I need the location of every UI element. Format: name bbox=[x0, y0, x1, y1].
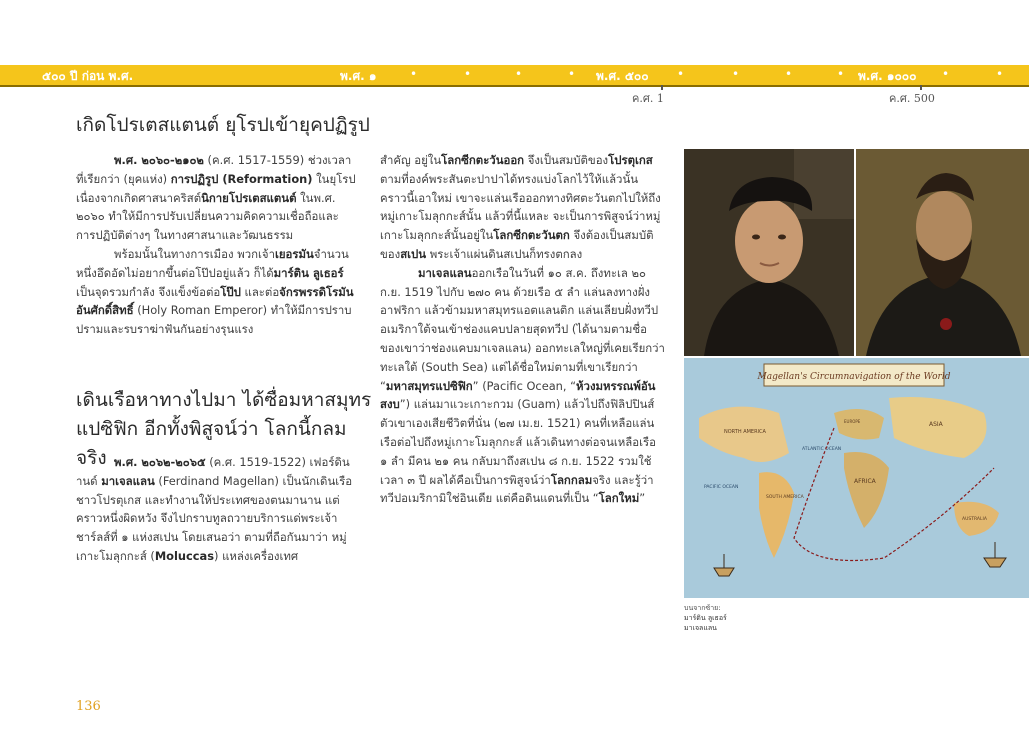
map-label-atlantic: ATLANTIC OCEAN bbox=[802, 447, 842, 452]
column-2-body bbox=[380, 151, 665, 508]
world-map-illustration bbox=[684, 358, 1029, 598]
timeline-sub-ce1: ค.ศ. 1 bbox=[632, 92, 664, 105]
timeline-dot: • bbox=[996, 67, 1004, 81]
timeline-dot: • bbox=[942, 67, 950, 81]
section1-paragraph-1: พ.ศ. ๒๐๖๐-๒๑๐๒ (ค.ศ. 1517-1559) ช่วงเวลาที่เรียกว่า (ยุคแห่ง) การปฏิรูป (Reformation) ในยุโรป เนื่องจากเกิดศาสนาคริสต์นิกายโปรเตสแตนต์ ในพ.ศ. ๒๐๖๐ ทำให้มีการปรับเปลี่ยนความคิดความเชื่อถือและการปฏิบัติต่างๆ ในทางศาสนาและวัฒนธรรม bbox=[76, 153, 356, 243]
timeline-label-be500: พ.ศ. ๕๐๐ bbox=[596, 69, 649, 83]
map-label-pacific: PACIFIC OCEAN bbox=[704, 485, 739, 490]
map-title: Magellan's Circumnavigation of the World bbox=[757, 372, 951, 382]
column2-paragraph-1: สำคัญ อยู่ในโลกซีกตะวันออก จึงเป็นสมบัติของโปรตุเกส ตามที่องค์พระสันตะปาปาได้ทรงแบ่งโลกไว้ให้แล้วนั้น คราวนี้เอาใหม่ เขาจะแล่นเรือออกทางทิศตะวันตกไปให้ถึงหมู่เกาะโมลุกกะส์นั้น แล้วที่นี้แหละ จะเป็นการพิสูจน์ว่าหมู่เกาะโมลุกกะส์นั้นอยู่ในโลกซีกตะวันตก จึงต้องเป็นสมบัติของสเปน พระเจ้าแผ่นดินสเปนก็ทรงตกลง bbox=[380, 153, 661, 261]
timeline-dot: • bbox=[568, 67, 576, 81]
timeline-label-be1000: พ.ศ. ๑๐๐๐ bbox=[858, 69, 917, 83]
page-number: 136 bbox=[76, 699, 101, 714]
section2-heading: เดินเรือหาทางไปมา ได้ซื่อมหาสมุทร แปซิฟิก อีกทั้งพิสูจน์ว่า โลกนี้กลมจริง bbox=[76, 389, 372, 469]
magellan-voyage-map bbox=[684, 358, 1029, 598]
timeline-dot: • bbox=[732, 67, 740, 81]
map-label-north-america: NORTH AMERICA bbox=[724, 429, 766, 435]
column2-paragraph-2: มาเจลแลนออกเรือในวันที่ ๑๐ ส.ค. ถึงทะเล ๒๐ ก.ย. 1519 ไปกับ ๒๗๐ คน ด้วยเรือ ๕ ลำ แล่นลงทางฝั่งอาฟริกา แล้วข้ามมหาสมุทรแอตแลนติก แล่นเลียบฝั่งทวีปอเมริกาใต้จนเข้าช่องแคบปลายสุดทวีป (ได้นามตามชื่อของเขาว่าช่องแคบมาเจลแลน) ออกทะเลใหญ่ที่เคยเรียกว่าทะเลใต้ (South Sea) แต่ได้ชื่อใหม่ตามที่เขาเรียกว่า “มหาสมุทรแปซิฟิก” (Pacific Ocean, “ห้วงมหรรณพ์อันสงบ”) แล่นมาแวะเกาะกวม (Guam) แล้วไปถึงฟิลิปปินส์ ตัวเขาเองเสียชีวิตที่นั่น (๒๗ เม.ย. 1521) คนที่เหลือแล่นเรือต่อไปถึงหมู่เกาะโมลุกกะส์ แล้วเดินทางต่อจนเหลือเรือ ๑ ลำ มีคน ๒๑ คน กลับมาถึงสเปน ๘ ก.ย. 1522 รวมใช้เวลา ๓ ปี ผลได้คือเป็นการพิสูจน์ว่าโลกกลมจริง และรู้ว่าทวีปอเมริกามิใช่อินเดีย แต่คือดินแดนที่เป็น “โลกใหม่” bbox=[380, 265, 665, 506]
timeline-label-be1: พ.ศ. ๑ bbox=[340, 69, 377, 83]
map-label-asia: ASIA bbox=[929, 421, 943, 428]
timeline-dot: • bbox=[464, 67, 472, 81]
map-label-africa: AFRICA bbox=[854, 478, 876, 485]
magellan-portrait bbox=[856, 149, 1029, 356]
section2-body bbox=[76, 453, 356, 566]
timeline-dot: • bbox=[515, 67, 523, 81]
timeline-bar bbox=[0, 65, 1029, 87]
timeline-dot: • bbox=[785, 67, 793, 81]
timeline-label-500bc: ๕๐๐ ปี ก่อน พ.ศ. bbox=[42, 69, 134, 83]
luther-portrait-illustration bbox=[684, 149, 854, 356]
luther-portrait bbox=[684, 149, 854, 356]
map-label-south-america: SOUTH AMERICA bbox=[766, 495, 804, 500]
magellan-portrait-illustration bbox=[856, 149, 1029, 356]
section1-heading: เกิดโปรเตสแตนต์ ยุโรปเข้ายุคปฏิรูป bbox=[76, 114, 370, 136]
map-label-australia: AUSTRALIA bbox=[962, 517, 987, 522]
section1-paragraph-2: พร้อมนั้นในทางการเมือง พวกเจ้าเยอรมันจำนวนหนึ่งอึดอัดไม่อยากขึ้นต่อโป๊ปอยู่แล้ว ก็ได้มาร์ติน ลูเธอร์ เป็นจุดรวมกำลัง จึงแข็งข้อต่อโป๊ป และต่อจักรพรรดิโรมันอันศักดิ์สิทธิ์ (Holy Roman Emperor) ทำให้มีการปราบปรามและรบราฆ่าฟันกันอย่างรุนแรง bbox=[76, 246, 354, 337]
section1-body bbox=[76, 151, 356, 339]
timeline-dot: • bbox=[410, 67, 418, 81]
timeline-dot: • bbox=[677, 67, 685, 81]
timeline-dot: • bbox=[837, 67, 845, 81]
image-caption: บนจากซ้าย: มาร์ติน ลูเธอร์ มาเจลแลน bbox=[684, 604, 727, 632]
map-label-europe: EUROPE bbox=[844, 419, 861, 424]
section2-paragraph-1: พ.ศ. ๒๐๖๒-๒๐๖๕ (ค.ศ. 1519-1522) เฟอร์ดินานด์ มาเจลแลน (Ferdinand Magellan) เป็นนักเดินเรือชาวโปรตุเกส และทำงานให้ประเทศของตนมานาน แต่คราวหนึ่งผิดหวัง จึงไปกราบทูลถวายบริการแด่พระเจ้าชาร์ลส์ที่ ๑ แห่งสเปน โดยเสนอว่า ตามที่ถือกันมาว่า หมู่เกาะโมลุกกะส์ (Moluccas) แหล่งเครื่องเทศ bbox=[76, 455, 353, 563]
timeline-sub-ce500: ค.ศ. 500 bbox=[889, 92, 935, 105]
